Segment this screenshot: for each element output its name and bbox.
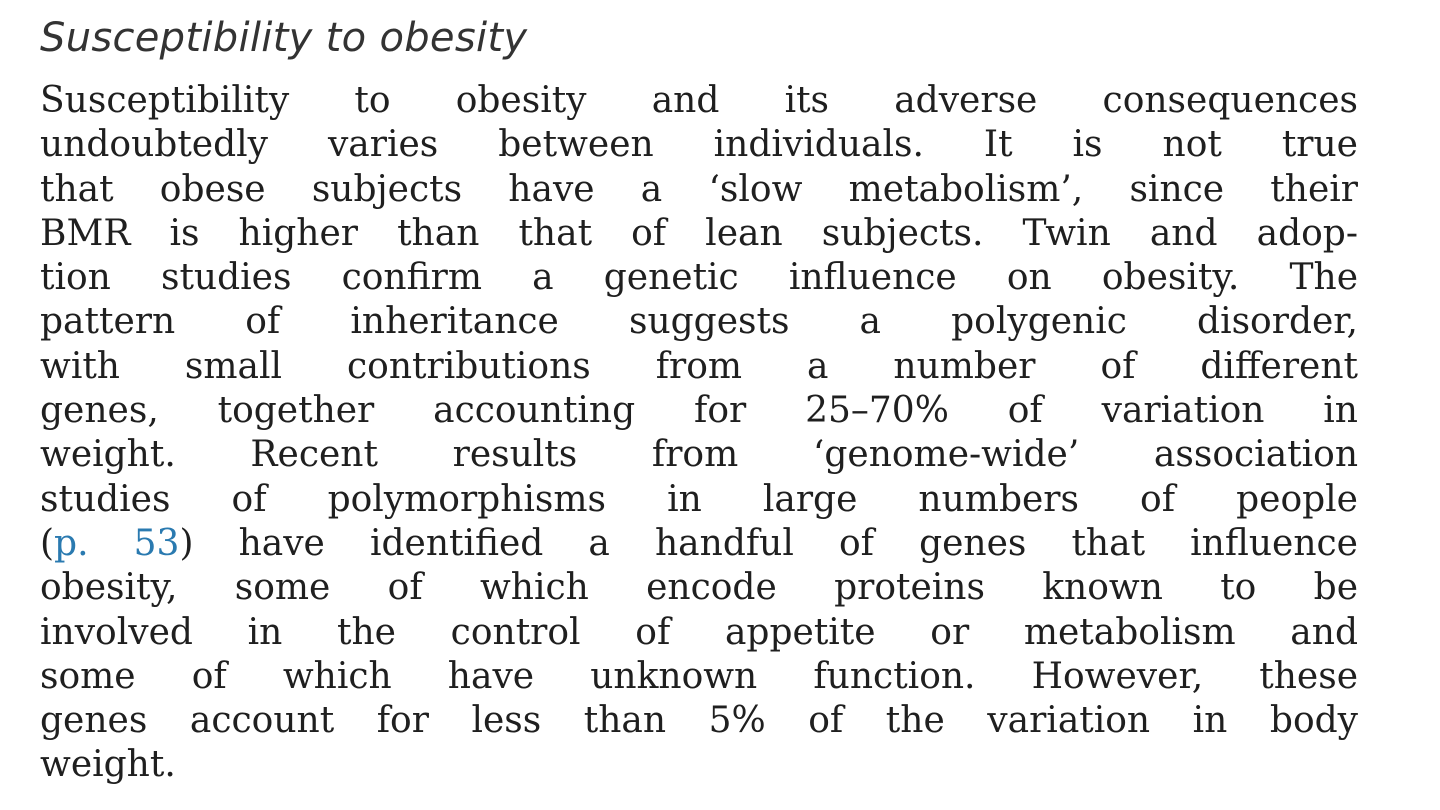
paragraph-line: studies of polymorphisms in large numbers of people [40,478,1358,520]
paragraph-line: with small contributions from a number of different [40,345,1358,387]
paragraph-line: that obese subjects have a ‘slow metabolism’, since their [40,168,1358,210]
paragraph-line: genes account for less than 5% of the variation in body [40,700,1358,742]
paragraph-line: undoubtedly varies between individuals. It is not true [40,124,1358,166]
paragraph-line: some of which have unknown function. However, these [40,655,1358,697]
paragraph-line: obesity, some of which encode proteins known to be [40,567,1358,609]
paragraph-line: weight. [40,744,176,786]
section-heading: Susceptibility to obesity [40,15,528,61]
paragraph-line: weight. Recent results from ‘genome-wide’ association [40,434,1358,476]
paragraph-line: involved in the control of appetite or metabolism and [40,611,1358,653]
paragraph-line: BMR is higher than that of lean subjects. Twin and adop- [40,212,1358,254]
paragraph-line: Susceptibility to obesity and its adverse consequences [40,80,1358,121]
paragraph-line: tion studies confirm a genetic influence on obesity. The [40,257,1358,299]
page-reference-link[interactable]: p. 53 [54,522,180,564]
body-paragraph [40,79,1358,788]
paragraph-line: genes, together accounting for 25–70% of variation in [40,390,1358,432]
paragraph-line: pattern of inheritance suggests a polygenic disorder, [40,301,1358,343]
paragraph-line-with-reference [40,522,1358,566]
paragraph-line-text: ) have identified a handful of genes that influence [179,522,1358,564]
paren-open: ( [40,522,55,564]
